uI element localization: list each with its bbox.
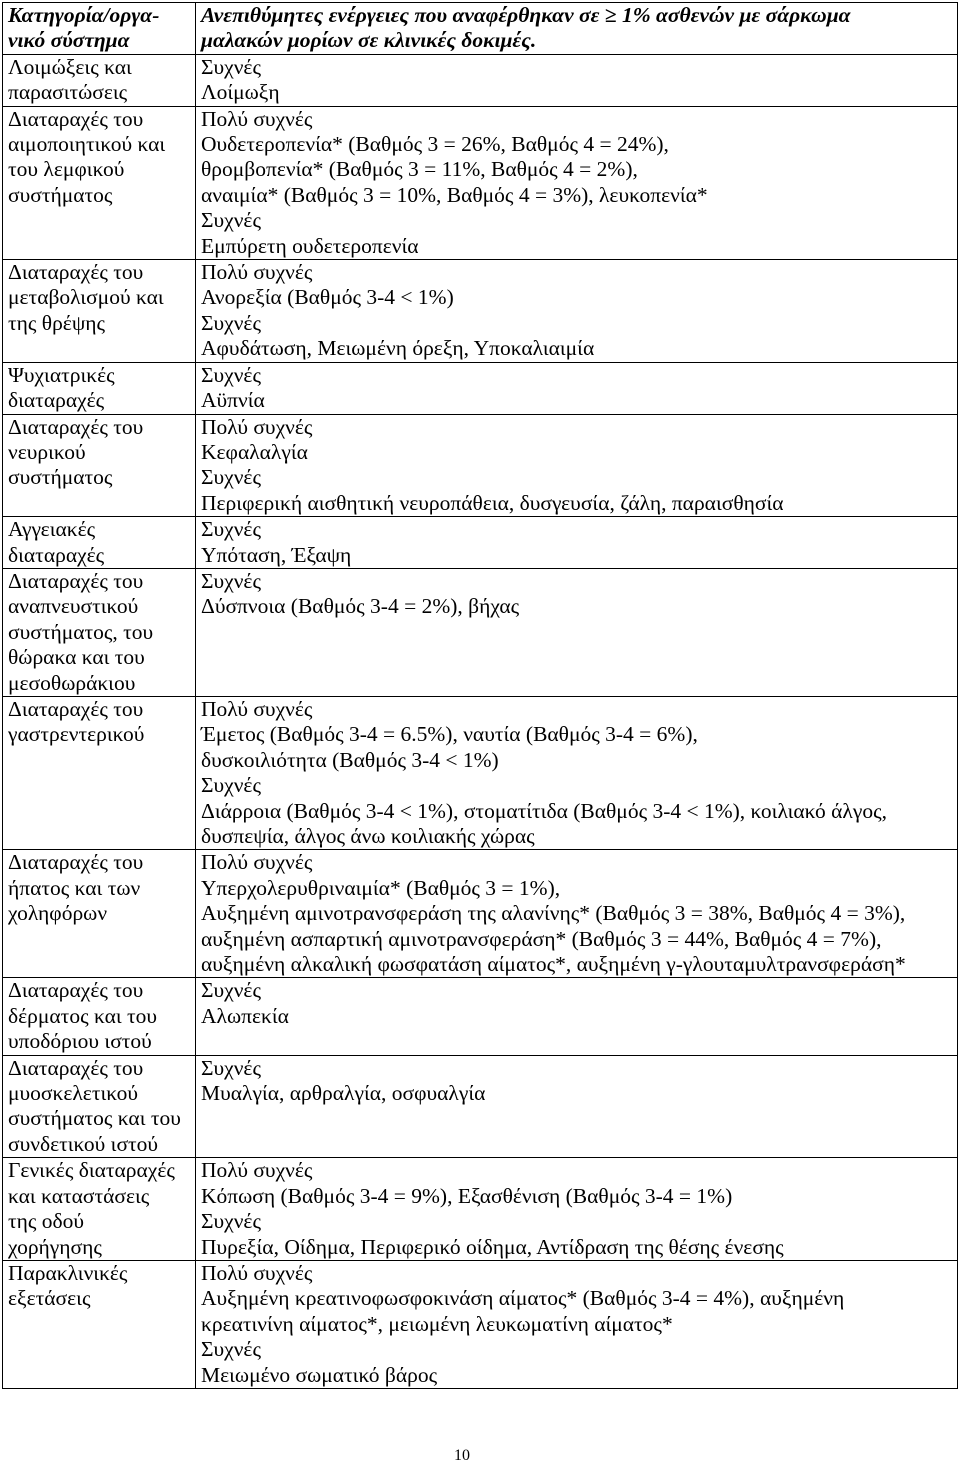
category-cell [3,517,196,569]
category-line: γαστρεντερικού [8,722,145,747]
category-cell [3,106,196,259]
reaction-line: δυσκοιλιότητα (Βαθμός 3-4 < 1%) [201,747,499,772]
category-line: Διαταραχές του [8,696,144,721]
category-line: Διαταραχές του [8,1055,144,1080]
reactions-cell [196,1158,958,1261]
reactions-cell [196,260,958,363]
reactions-cell [196,54,958,106]
frequency-label: Πολύ συχνές [201,1260,313,1285]
frequency-label: Πολύ συχνές [201,106,313,131]
category-line: Αγγειακές [8,517,96,542]
reaction-line: Υπερχολερυθριναιμία* (Βαθμός 3 = 1%), [201,875,561,900]
row-general-administration-site [3,1158,958,1261]
reaction-line: Αφυδάτωση, Μειωμένη όρεξη, Υποκαλιαιμία [201,336,595,361]
category-line: παρασιτώσεις [8,80,128,105]
category-line: του λεμφικού [8,157,125,182]
frequency-label: Πολύ συχνές [201,1158,313,1183]
category-cell [3,696,196,849]
category-line: μεσοθωράκιου [8,670,136,695]
frequency-label: Συχνές [201,1209,261,1234]
row-infections [3,54,958,106]
frequency-label: Πολύ συχνές [201,850,313,875]
category-line: Διαταραχές του [8,414,144,439]
category-line: Διαταραχές του [8,850,144,875]
category-line: Διαταραχές του [8,260,144,285]
reactions-cell [196,1260,958,1388]
category-line: της οδού [8,1209,85,1234]
reaction-line: Ουδετεροπενία* (Βαθμός 3 = 26%, Βαθμός 4 = 24%), [201,132,669,157]
reaction-line: Εμπύρετη ουδετεροπενία [201,233,419,258]
category-line: συνδετικού ιστού [8,1131,159,1156]
reaction-line: Μειωμένο σωματικό βάρος [201,1362,438,1387]
frequency-label: Συχνές [201,978,261,1003]
reaction-line: Ανορεξία (Βαθμός 3-4 < 1%) [201,285,454,310]
category-line: θώρακα και του [8,645,145,670]
reaction-line: Πυρεξία, Οίδημα, Περιφερικό οίδημα, Αντίδραση της θέσης ένεσης [201,1234,784,1259]
row-respiratory [3,568,958,696]
frequency-label: Συχνές [201,310,261,335]
reaction-line: κρεατινίνη αίματος*, μειωμένη λευκωματίνη αίματος* [201,1311,673,1336]
category-line: υποδόριου ιστού [8,1029,152,1054]
header-category-line: νικό σύστημα [8,28,130,53]
frequency-label: Πολύ συχνές [201,696,313,721]
frequency-label: Συχνές [201,1337,261,1362]
reactions-cell [196,978,958,1055]
frequency-label: Πολύ συχνές [201,260,313,285]
reaction-line: δυσπεψία, άλγος άνω κοιλιακής χώρας [201,824,535,848]
category-line: αναπνευστικού [8,594,139,619]
category-cell [3,1055,196,1158]
category-line: νευρικού [8,439,86,464]
frequency-label: Συχνές [201,54,261,79]
table-header-row [3,3,958,55]
reaction-line: Δύσπνοια (Βαθμός 3-4 = 2%), βήχας [201,594,520,619]
header-category-cell [3,3,196,55]
row-gastrointestinal [3,696,958,849]
category-line: συστήματος [8,465,113,490]
category-line: μυοσκελετικού [8,1081,139,1106]
category-line: Διαταραχές του [8,106,144,131]
category-cell [3,260,196,363]
category-line: Ψυχιατρικές [8,362,115,387]
category-line: Διαταραχές του [8,568,144,593]
category-line: διαταραχές [8,542,105,567]
row-investigations [3,1260,958,1388]
header-reactions-cell [196,3,958,55]
row-nervous-system [3,414,958,517]
category-line: Λοιμώξεις και [8,54,132,79]
category-line: ήπατος και των [8,875,141,900]
row-vascular [3,517,958,569]
reaction-line: Αυξημένη κρεατινοφωσφοκινάση αίματος* (Βαθμός 3-4 = 4%), αυξημένη [201,1286,845,1311]
reaction-line: αναιμία* (Βαθμός 3 = 10%, Βαθμός 4 = 3%), λευκοπενία* [201,182,708,207]
frequency-label: Συχνές [201,1055,261,1080]
reactions-cell [196,696,958,849]
adverse-reactions-table [2,2,958,1389]
reaction-line: αυξημένη αλκαλική φωσφατάση αίματος*, αυξημένη γ-γλουταμυλτρανσφεράση* [201,952,906,977]
category-line: αιμοποιητικού και [8,132,166,157]
category-line: μεταβολισμού και [8,285,164,310]
row-musculoskeletal [3,1055,958,1158]
reactions-cell [196,362,958,414]
frequency-label: Πολύ συχνές [201,414,313,439]
reaction-line: Έμετος (Βαθμός 3-4 = 6.5%), ναυτία (Βαθμός 3-4 = 6%), [201,722,698,747]
category-line: εξετάσεις [8,1286,91,1311]
frequency-label: Συχνές [201,362,261,387]
category-line: Γενικές διαταραχές [8,1158,175,1183]
category-cell [3,1260,196,1388]
category-line: της θρέψης [8,310,106,335]
reactions-cell [196,1055,958,1158]
reactions-cell [196,568,958,696]
reaction-line: Μυαλγία, αρθραλγία, οσφυαλγία [201,1081,486,1106]
category-cell [3,978,196,1055]
reaction-line: αυξημένη ασπαρτική αμινοτρανσφεράση* (Βαθμός 3 = 44%, Βαθμός 4 = 7%), [201,926,882,951]
category-cell [3,1158,196,1261]
reaction-line: θρομβοπενία* (Βαθμός 3 = 11%, Βαθμός 4 = 2%), [201,157,638,182]
category-line: χορήγησης [8,1234,102,1259]
row-psychiatric [3,362,958,414]
frequency-label: Συχνές [201,208,261,233]
header-category-line: Κατηγορία/οργα- [8,3,160,27]
reaction-line: Κεφαλαλγία [201,439,308,464]
category-line: χοληφόρων [8,901,108,926]
category-line: συστήματος και του [8,1106,181,1131]
header-reactions-line: Ανεπιθύμητες ενέργειες που αναφέρθηκαν σε ≥ 1% ασθενών με σάρκωμα [201,3,851,27]
category-line: και καταστάσεις [8,1183,150,1208]
row-hepatobiliary [3,850,958,978]
category-cell [3,362,196,414]
category-cell [3,54,196,106]
reactions-cell [196,106,958,259]
header-reactions-line: μαλακών μορίων σε κλινικές δοκιμές. [201,28,537,53]
category-cell [3,568,196,696]
category-line: Διαταραχές του [8,978,144,1003]
category-line: συστήματος [8,182,113,207]
reaction-line: Υπόταση, Έξαψη [201,542,352,567]
category-line: δέρματος και του [8,1003,158,1028]
reaction-line: Κόπωση (Βαθμός 3-4 = 9%), Εξασθένιση (Βαθμός 3-4 = 1%) [201,1183,733,1208]
reaction-line: Περιφερική αισθητική νευροπάθεια, δυσγευσία, ζάλη, παραισθησία [201,490,784,515]
category-cell [3,414,196,517]
frequency-label: Συχνές [201,773,261,798]
category-line: διαταραχές [8,388,105,413]
reactions-cell [196,414,958,517]
reaction-line: Αυξημένη αμινοτρανσφεράση της αλανίνης* (Βαθμός 3 = 38%, Βαθμός 4 = 3%), [201,901,906,926]
category-line: συστήματος, του [8,619,154,644]
frequency-label: Συχνές [201,517,261,542]
frequency-label: Συχνές [201,568,261,593]
reactions-cell [196,850,958,978]
category-cell [3,850,196,978]
reaction-line: Διάρροια (Βαθμός 3-4 < 1%), στοματίτιδα (Βαθμός 3-4 < 1%), κοιλιακό άλγος, [201,798,887,823]
reactions-cell [196,517,958,569]
row-blood-lymphatic [3,106,958,259]
page-number: 10 [454,1447,470,1464]
frequency-label: Συχνές [201,465,261,490]
category-line: Παρακλινικές [8,1260,128,1285]
row-skin [3,978,958,1055]
reaction-line: Αλωπεκία [201,1003,289,1028]
row-metabolism-nutrition [3,260,958,363]
reaction-line: Λοίμωξη [201,80,280,105]
reaction-line: Αϋπνία [201,388,265,413]
